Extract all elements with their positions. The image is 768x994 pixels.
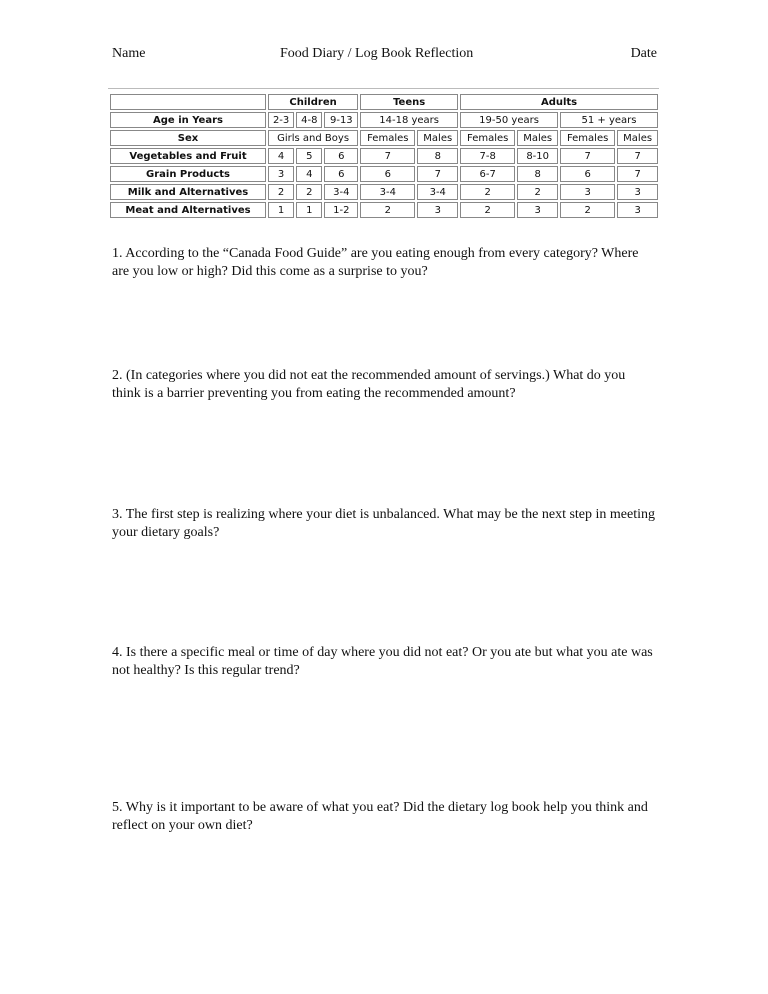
question-3: 3. The first step is realizing where your diet is unbalanced. What may be the next step in meeting your dietary goals? (112, 507, 655, 540)
row-label: Meat and Alternatives (110, 202, 266, 218)
header-divider (108, 88, 659, 89)
table-cell: 3 (268, 166, 294, 182)
table-cell: 5 (296, 148, 322, 164)
table-cell: 7 (360, 148, 415, 164)
table-row (110, 130, 658, 146)
page-header (112, 46, 657, 66)
table-cell: Females (360, 130, 415, 146)
table-cell: 7 (617, 148, 658, 164)
table-row (110, 94, 658, 110)
table-cell: 9-13 (324, 112, 358, 128)
row-label: Milk and Alternatives (110, 184, 266, 200)
question-5: 5. Why is it important to be aware of what you eat? Did the dietary log book help you think and reflect on your own diet? (112, 800, 648, 833)
table-cell: 2 (360, 202, 415, 218)
row-label: Age in Years (110, 112, 266, 128)
table-cell: 4 (268, 148, 294, 164)
table-row (110, 112, 658, 128)
question-1: 1. According to the “Canada Food Guide” are you eating enough from every category? Where are you low or high? Did this come as a surprise to you? (112, 246, 639, 279)
name-label: Name (112, 46, 146, 61)
table-cell: 1 (268, 202, 294, 218)
table-row (110, 148, 658, 164)
table-cell: 7-8 (460, 148, 515, 164)
group-header-adults: Adults (460, 94, 658, 110)
table-cell: Females (560, 130, 615, 146)
table-cell: 6 (360, 166, 415, 182)
table-cell: 2 (560, 202, 615, 218)
page-title: Food Diary / Log Book Reflection (280, 46, 474, 61)
table-cell: 2 (460, 202, 515, 218)
table-cell: 3 (617, 184, 658, 200)
question-4: 4. Is there a specific meal or time of day where you did not eat? Or you ate but what you ate was not healthy? Is this regular trend? (112, 645, 653, 678)
table-cell: 2 (460, 184, 515, 200)
group-header-children: Children (268, 94, 358, 110)
question-2: 2. (In categories where you did not eat the recommended amount of servings.) What do you think is a barrier preventing you from eating the recommended amount? (112, 368, 626, 401)
table-row (110, 202, 658, 218)
table-row (110, 166, 658, 182)
row-label: Sex (110, 130, 266, 146)
table-cell: 4-8 (296, 112, 322, 128)
date-label: Date (630, 46, 657, 61)
table-cell: 7 (417, 166, 458, 182)
table-cell: 7 (617, 166, 658, 182)
table-cell: Females (460, 130, 515, 146)
table-row (110, 184, 658, 200)
table-cell: 6 (560, 166, 615, 182)
table-cell: 3-4 (324, 184, 358, 200)
table-cell: 3 (560, 184, 615, 200)
table-cell: 6 (324, 148, 358, 164)
table-cell: 19-50 years (460, 112, 558, 128)
table-cell: 4 (296, 166, 322, 182)
table-cell: Girls and Boys (268, 130, 358, 146)
table-cell: 7 (560, 148, 615, 164)
table-cell: 1 (296, 202, 322, 218)
table-cell: Males (517, 130, 558, 146)
table-cell: 8-10 (517, 148, 558, 164)
table-cell (110, 94, 266, 110)
table-cell: 8 (517, 166, 558, 182)
food-guide-table (108, 92, 660, 220)
table-cell: 14-18 years (360, 112, 458, 128)
table-cell: 2 (296, 184, 322, 200)
group-header-teens: Teens (360, 94, 458, 110)
table-cell: 3 (417, 202, 458, 218)
table-cell: 2 (517, 184, 558, 200)
table-cell: 1-2 (324, 202, 358, 218)
table-cell: Males (617, 130, 658, 146)
table-cell: 3-4 (417, 184, 458, 200)
table-cell: 6 (324, 166, 358, 182)
table-cell: 6-7 (460, 166, 515, 182)
table-cell: Males (417, 130, 458, 146)
table-cell: 8 (417, 148, 458, 164)
table-cell: 2 (268, 184, 294, 200)
table-cell: 51 + years (560, 112, 658, 128)
row-label: Grain Products (110, 166, 266, 182)
table-cell: 3 (617, 202, 658, 218)
table-cell: 2-3 (268, 112, 294, 128)
row-label: Vegetables and Fruit (110, 148, 266, 164)
table-cell: 3-4 (360, 184, 415, 200)
table-cell: 3 (517, 202, 558, 218)
